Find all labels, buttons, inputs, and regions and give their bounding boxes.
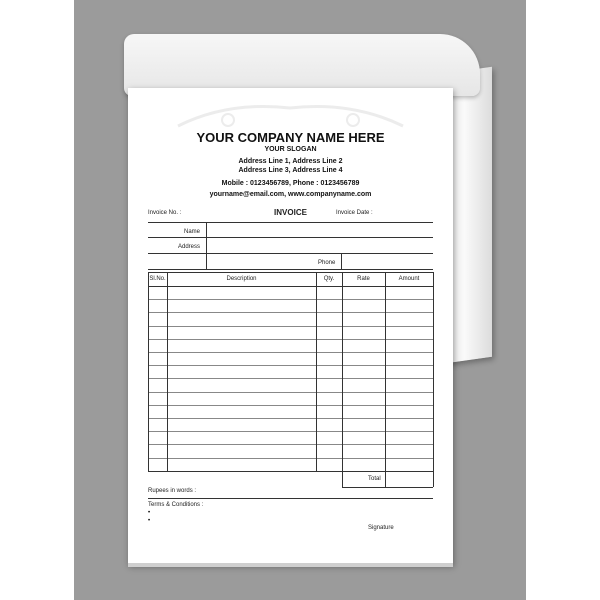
- table-rule: [385, 272, 386, 487]
- company-slogan: YOUR SLOGAN: [264, 146, 317, 153]
- invoice-title: INVOICE: [274, 208, 307, 217]
- terms-bullet: •: [148, 518, 151, 524]
- phone-label: Phone: [318, 260, 336, 266]
- divider: [341, 253, 342, 269]
- divider: [148, 253, 433, 254]
- sheet-edge: [128, 563, 453, 567]
- table-rule: [148, 405, 433, 406]
- table-rule: [316, 272, 317, 471]
- table-rule: [148, 299, 433, 300]
- company-name: YOUR COMPANY NAME HERE: [196, 130, 385, 145]
- signature-label: Signature: [368, 525, 394, 531]
- address-line-1: Address Line 1, Address Line 2: [238, 158, 343, 165]
- table-rule: [148, 352, 433, 353]
- invoice-sheet: [128, 88, 453, 565]
- table-rule: [148, 312, 433, 313]
- rupees-in-words-label: Rupees in words :: [148, 488, 197, 494]
- table-rule: [148, 471, 433, 472]
- invoice-date-label: Invoice Date :: [336, 210, 373, 216]
- table-rule: [148, 326, 433, 327]
- terms-label: Terms & Conditions :: [148, 502, 204, 508]
- terms-bullet: •: [148, 510, 151, 516]
- table-rule: [148, 365, 433, 366]
- table-rule: [148, 392, 433, 393]
- divider: [206, 222, 207, 269]
- name-label: Name: [184, 229, 201, 235]
- email-website: yourname@email.com, www.companyname.com: [209, 191, 372, 198]
- divider: [148, 269, 433, 270]
- address-line-2: Address Line 3, Address Line 4: [238, 167, 343, 174]
- contact-numbers: Mobile : 0123456789, Phone : 0123456789: [221, 180, 360, 187]
- divider: [148, 222, 433, 223]
- divider: [148, 237, 433, 238]
- table-rule: [148, 431, 433, 432]
- table-rule: [148, 286, 433, 287]
- column-header-rate: Rate: [357, 276, 370, 282]
- table-rule: [342, 272, 343, 487]
- column-header-amount: Amount: [398, 276, 420, 282]
- invoice-number-label: Invoice No. :: [148, 210, 182, 216]
- table-rule: [148, 458, 433, 459]
- table-rule: [148, 378, 433, 379]
- table-rule: [148, 272, 149, 471]
- address-label: Address: [178, 244, 201, 250]
- column-header-description: Description: [226, 276, 257, 282]
- table-rule: [433, 272, 434, 487]
- column-header-slno: Sl.No.: [149, 276, 166, 282]
- pad-binding-curl: [124, 34, 480, 96]
- table-rule: [342, 487, 433, 488]
- total-label: Total: [368, 476, 381, 482]
- table-rule: [148, 272, 433, 273]
- table-rule: [148, 418, 433, 419]
- column-header-qty: Qty.: [323, 276, 335, 282]
- table-rule: [167, 272, 168, 471]
- divider: [148, 498, 433, 499]
- table-rule: [148, 339, 433, 340]
- table-rule: [148, 444, 433, 445]
